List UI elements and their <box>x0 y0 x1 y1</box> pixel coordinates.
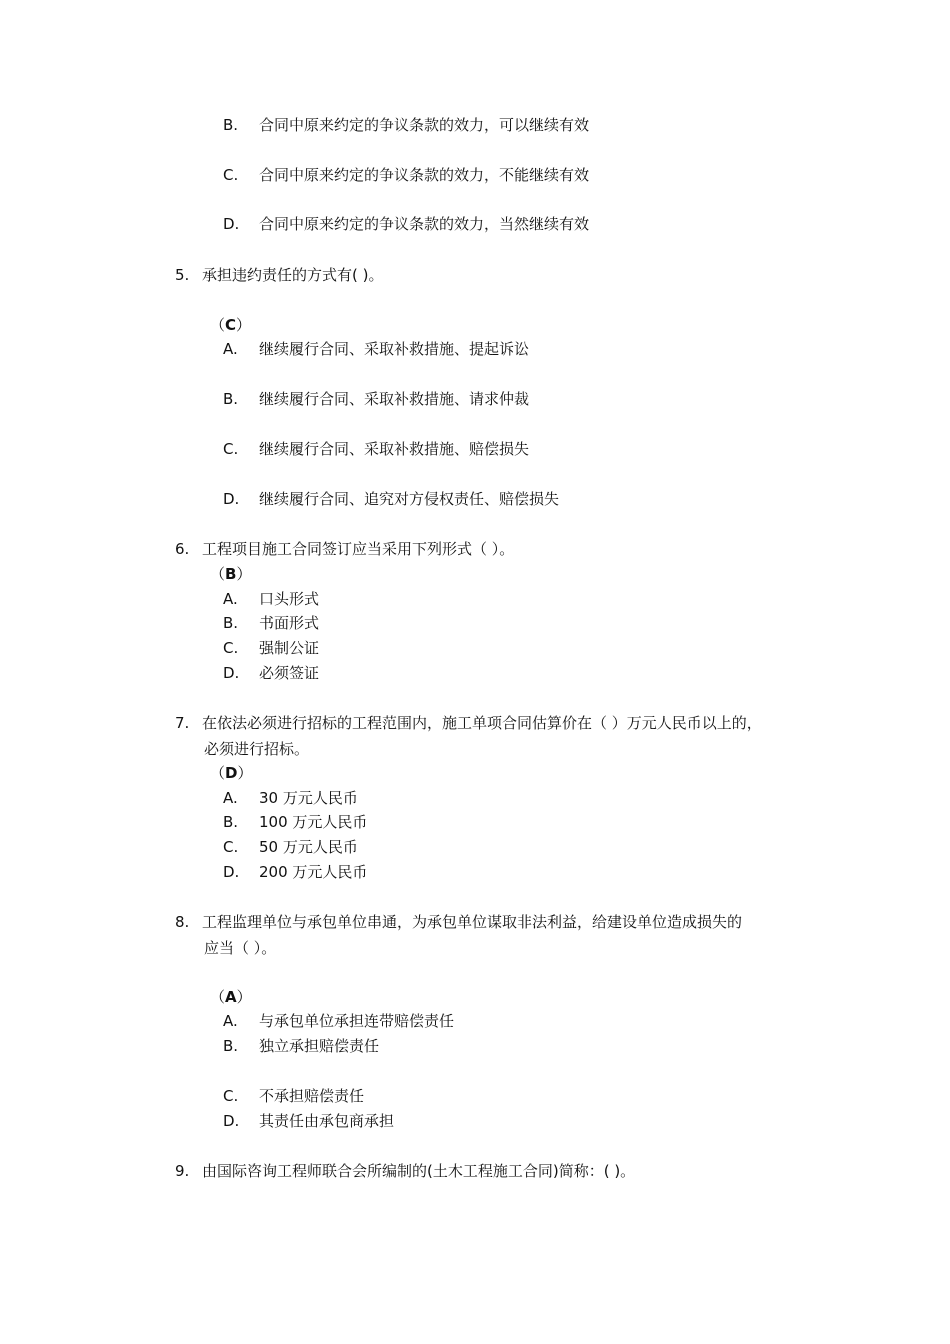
option-letter: B. <box>223 390 239 408</box>
option-letter: C. <box>223 440 239 458</box>
option-text: 100 万元人民币 <box>259 813 368 831</box>
question-text: 工程项目施工合同签订应当采用下列形式（ ）。 <box>202 540 515 558</box>
option-letter: B. <box>223 614 239 632</box>
option-text: 合同中原来约定的争议条款的效力，不能继续有效 <box>259 166 590 184</box>
option-letter: C. <box>223 639 239 657</box>
option-letter: A. <box>223 1012 238 1030</box>
option-letter: A. <box>223 590 238 608</box>
question-text-continued: 应当（ ）。 <box>204 939 277 957</box>
option-text: 继续履行合同、采取补救措施、赔偿损失 <box>259 440 530 458</box>
answer-key: （D） <box>210 764 253 782</box>
option-letter: C. <box>223 838 239 856</box>
option-text: 合同中原来约定的争议条款的效力，可以继续有效 <box>259 116 590 134</box>
option-text: 与承包单位承担连带赔偿责任 <box>259 1012 455 1030</box>
option-text: 50 万元人民币 <box>259 838 358 856</box>
option-letter: C. <box>223 1087 239 1105</box>
option-letter: D. <box>223 664 240 682</box>
question-number: 5. <box>175 266 190 284</box>
question-text: 承担违约责任的方式有( )。 <box>202 266 384 284</box>
option-letter: B. <box>223 116 239 134</box>
answer-key: （B） <box>210 565 252 583</box>
option-text: 其责任由承包商承担 <box>259 1112 395 1130</box>
option-letter: C. <box>223 166 239 184</box>
question-text: 工程监理单位与承包单位串通，为承包单位谋取非法利益，给建设单位造成损失的 <box>202 913 743 931</box>
option-text: 不承担赔偿责任 <box>259 1087 365 1105</box>
question-number: 7. <box>175 714 190 732</box>
question-text: 由国际咨询工程师联合会所编制的(土木工程施工合同)简称：( )。 <box>202 1162 636 1180</box>
answer-key: （A） <box>210 988 252 1006</box>
option-text: 继续履行合同、采取补救措施、请求仲裁 <box>259 390 530 408</box>
option-letter: D. <box>223 1112 240 1130</box>
question-text-continued: 必须进行招标。 <box>204 740 310 758</box>
question-text: 在依法必须进行招标的工程范围内，施工单项合同估算价在（ ）万元人民币以上的， <box>202 714 762 732</box>
option-text: 继续履行合同、采取补救措施、提起诉讼 <box>259 340 530 358</box>
option-letter: B. <box>223 1037 239 1055</box>
option-text: 200 万元人民币 <box>259 863 368 881</box>
option-text: 书面形式 <box>259 614 320 632</box>
option-letter: A. <box>223 340 238 358</box>
option-text: 必须签证 <box>259 664 320 682</box>
answer-key: （C） <box>210 316 252 334</box>
question-number: 9. <box>175 1162 190 1180</box>
question-number: 6. <box>175 540 190 558</box>
option-letter: A. <box>223 789 238 807</box>
question-number: 8. <box>175 913 190 931</box>
option-text: 合同中原来约定的争议条款的效力，当然继续有效 <box>259 215 590 233</box>
option-text: 继续履行合同、追究对方侵权责任、赔偿损失 <box>259 490 560 508</box>
option-letter: D. <box>223 490 240 508</box>
option-text: 强制公证 <box>259 639 320 657</box>
option-letter: B. <box>223 813 239 831</box>
option-text: 独立承担赔偿责任 <box>259 1037 380 1055</box>
option-text: 口头形式 <box>259 590 320 608</box>
option-letter: D. <box>223 215 240 233</box>
option-letter: D. <box>223 863 240 881</box>
option-text: 30 万元人民币 <box>259 789 358 807</box>
